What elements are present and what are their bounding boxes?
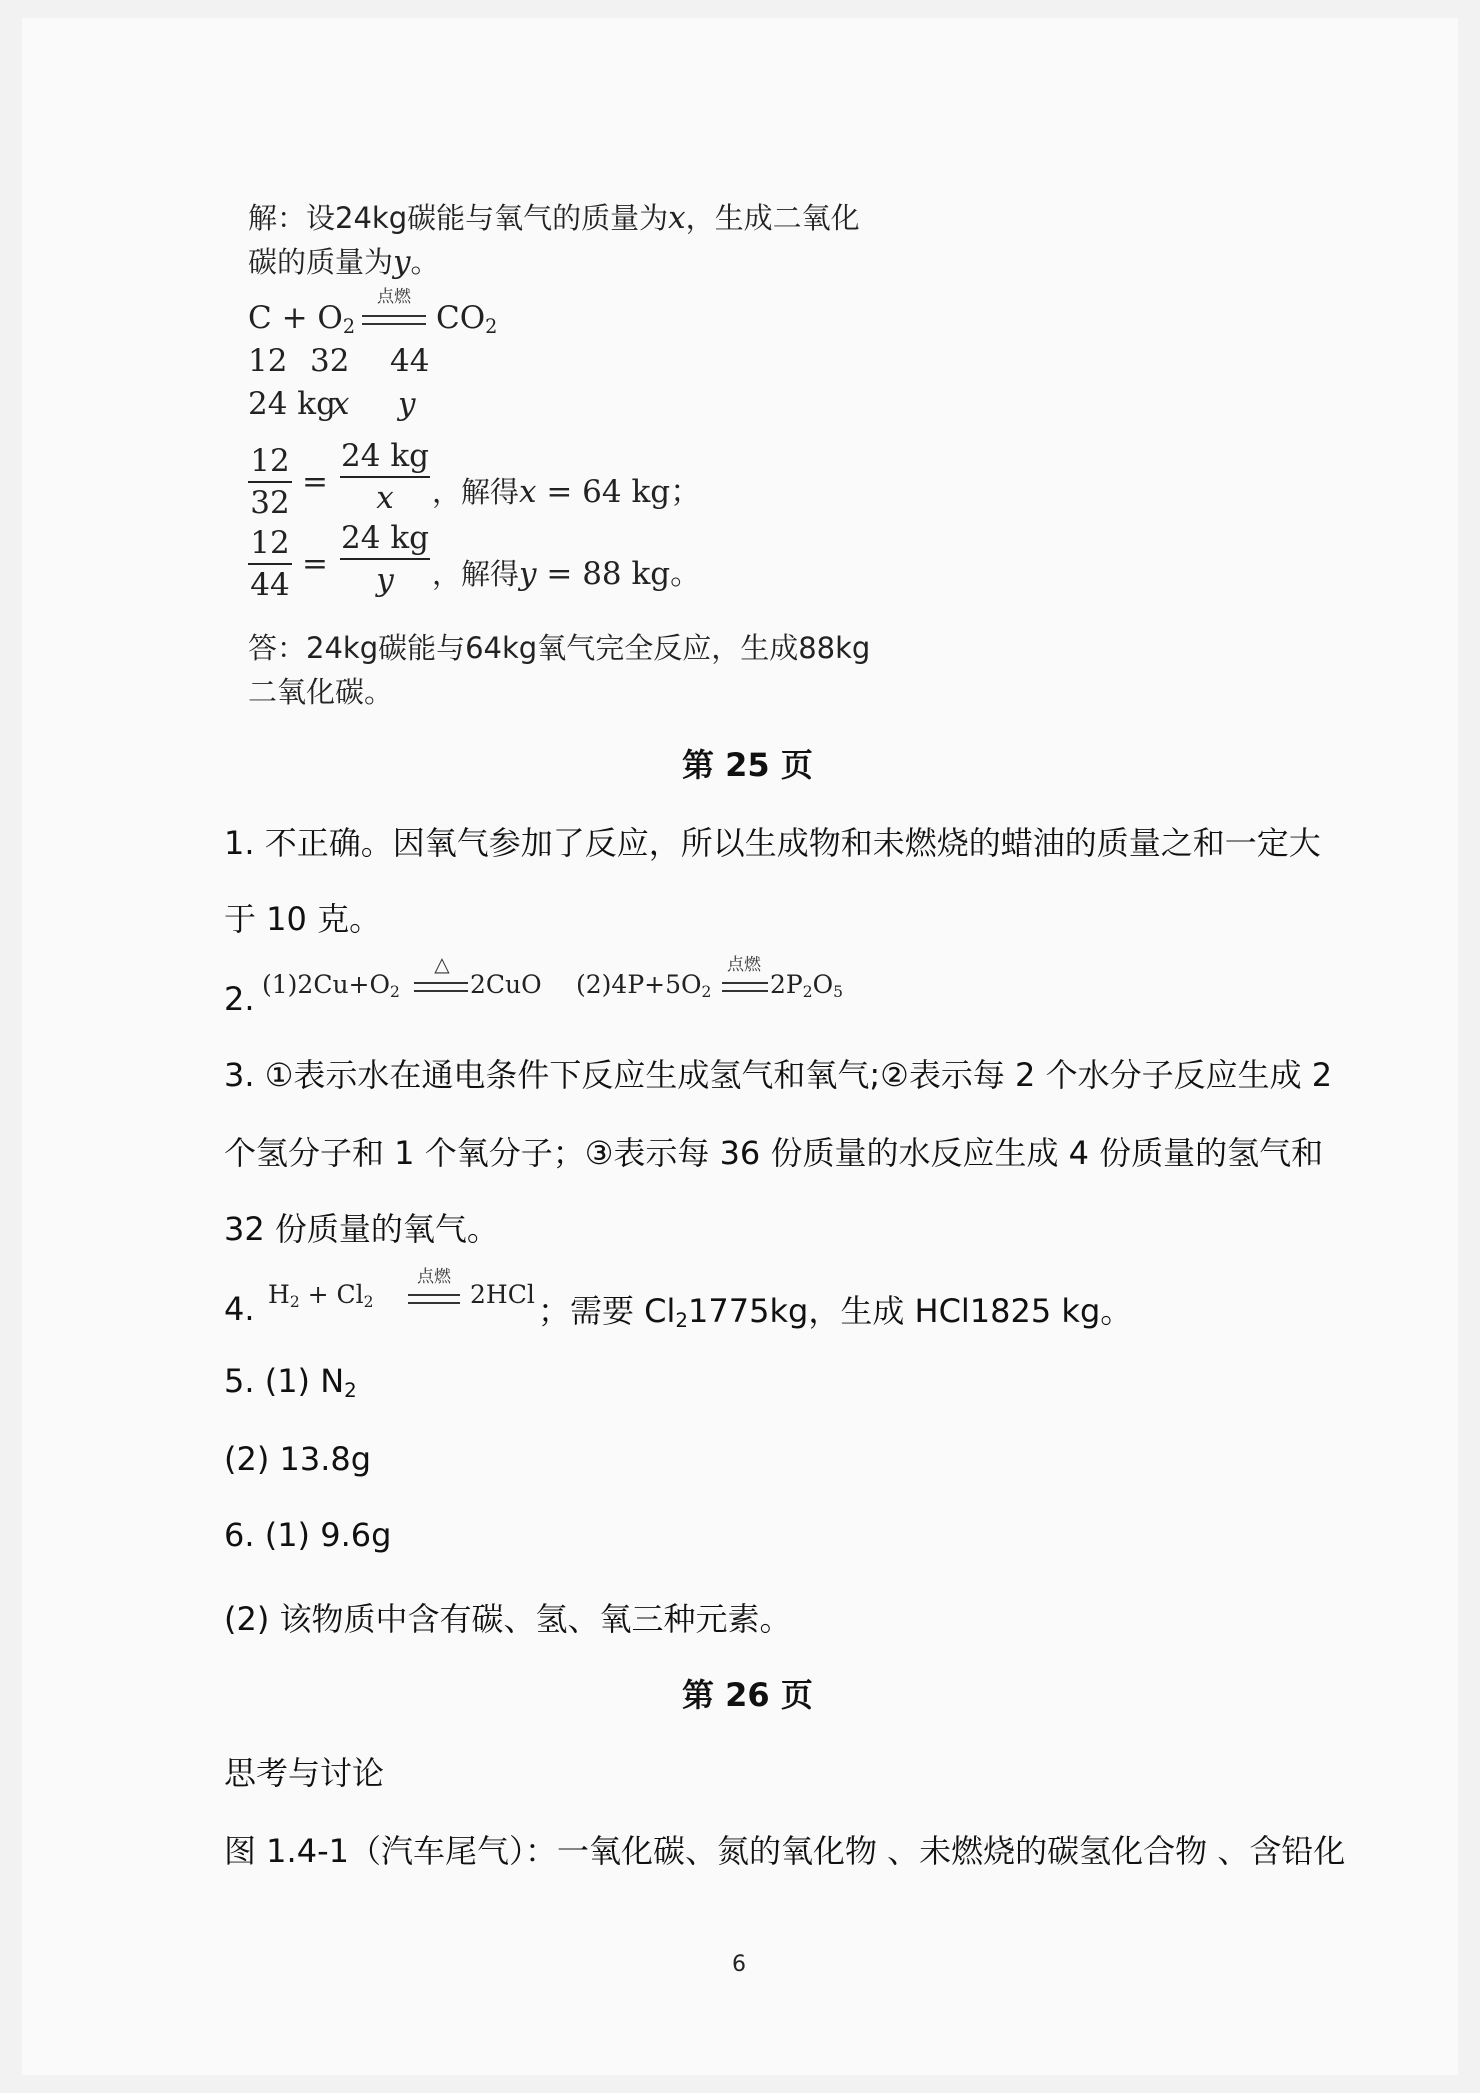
var-x: x (668, 200, 686, 236)
q2-eq-a-left: $(1)2Cu+O_2$ (262, 970, 400, 1001)
ratio-44: 44 (390, 343, 430, 379)
equals-sign (722, 982, 768, 992)
q2-eq-a-right: 2CuO (470, 970, 542, 999)
solution-text: 碳的质量为 (248, 245, 394, 279)
condition-ignite: 点燃 (377, 287, 411, 307)
q2-eq-b-right: $2P_2O_5$ (770, 970, 843, 1001)
solution-text: ，生成二氧化 (685, 201, 860, 235)
section-heading-26: 第 26 页 (682, 1676, 813, 1714)
mass-24kg: 24 kg (248, 386, 336, 422)
equation-right: $CO_2$ (436, 300, 498, 338)
page-number: 6 (732, 1952, 746, 1977)
q2-number: 2. (224, 980, 255, 1018)
q1-line-1: 1. 不正确。因氧气参加了反应，所以生成物和未燃烧的蜡油的质量之和一定大 (224, 824, 1321, 862)
solution-line-1 (248, 196, 860, 237)
fraction-12-44: 12 44 (248, 523, 292, 605)
fraction-equals: = (302, 464, 328, 500)
solution-text: 。 (410, 245, 440, 279)
equals-sign (408, 1294, 460, 1304)
document-page (22, 18, 1458, 2075)
fraction-equals: = (302, 546, 328, 582)
solution-text: 解：设24kg碳能与氧气的质量为 (248, 201, 669, 235)
equals-sign (414, 982, 468, 992)
ratio-12: 12 (248, 343, 288, 379)
q3-line-1: 3. ①表示水在通电条件下反应生成氢气和氧气;②表示每 2 个水分子反应生成 2 (224, 1056, 1333, 1094)
q5-part-1: 5. (1) $N_2$ (224, 1362, 357, 1402)
answer-line-1: 答：24kg碳能与64kg氧气完全反应，生成88kg (248, 631, 871, 665)
solve-x-text: ，解得x = 64 kg； (432, 474, 702, 510)
fraction-24kg-y: 24 kg y (341, 520, 429, 598)
q6-part-1: 6. (1) 9.6g (224, 1516, 392, 1554)
q6-part-2: (2) 该物质中含有碳、氢、氧三种元素。 (224, 1600, 792, 1638)
q4-eq-right: 2HCl (470, 1280, 535, 1309)
section-heading-25: 第 25 页 (682, 746, 813, 784)
q2-eq-b-left: $(2)4P+5O_2$ (576, 970, 712, 1001)
q5-part-2: (2) 13.8g (224, 1440, 372, 1478)
solution-line-2 (248, 240, 440, 281)
fraction-12-32: 12 32 (248, 441, 292, 523)
q3-line-2: 个氢分子和 1 个氧分子；③表示每 36 份质量的水反应生成 4 份质量的氢气和 (224, 1134, 1324, 1172)
var-y: y (393, 244, 411, 280)
q1-line-2: 于 10 克。 (224, 900, 382, 938)
equals-sign (362, 315, 426, 325)
q4-answer-text: ；需要 $Cl_21775kg$，生成 HCl1825 kg。 (538, 1292, 1133, 1332)
answer-line-2: 二氧化碳。 (248, 675, 394, 709)
q4-number: 4. (224, 1290, 255, 1328)
condition-ignite: 点燃 (417, 1267, 451, 1287)
q3-line-3: 32 份质量的氧气。 (224, 1210, 499, 1248)
fraction-24kg-x: 24 kg x (341, 438, 429, 516)
q4-eq-left: $H_2 + Cl_2$ (268, 1280, 374, 1311)
equation-left: $C + O_2$ (248, 300, 356, 338)
ratio-32: 32 (310, 343, 350, 379)
mass-y: y (398, 386, 416, 422)
mass-x: x (332, 386, 350, 422)
solve-y-text: ，解得y = 88 kg。 (432, 556, 702, 592)
discussion-line-1: 图 1.4-1（汽车尾气）：一氧化碳、氮的氧化物 、未燃烧的碳氢化合物 、含铅化 (224, 1832, 1346, 1870)
heat-triangle-icon: △ (434, 952, 450, 976)
subheading-discussion: 思考与讨论 (224, 1754, 385, 1792)
condition-ignite: 点燃 (727, 955, 761, 975)
